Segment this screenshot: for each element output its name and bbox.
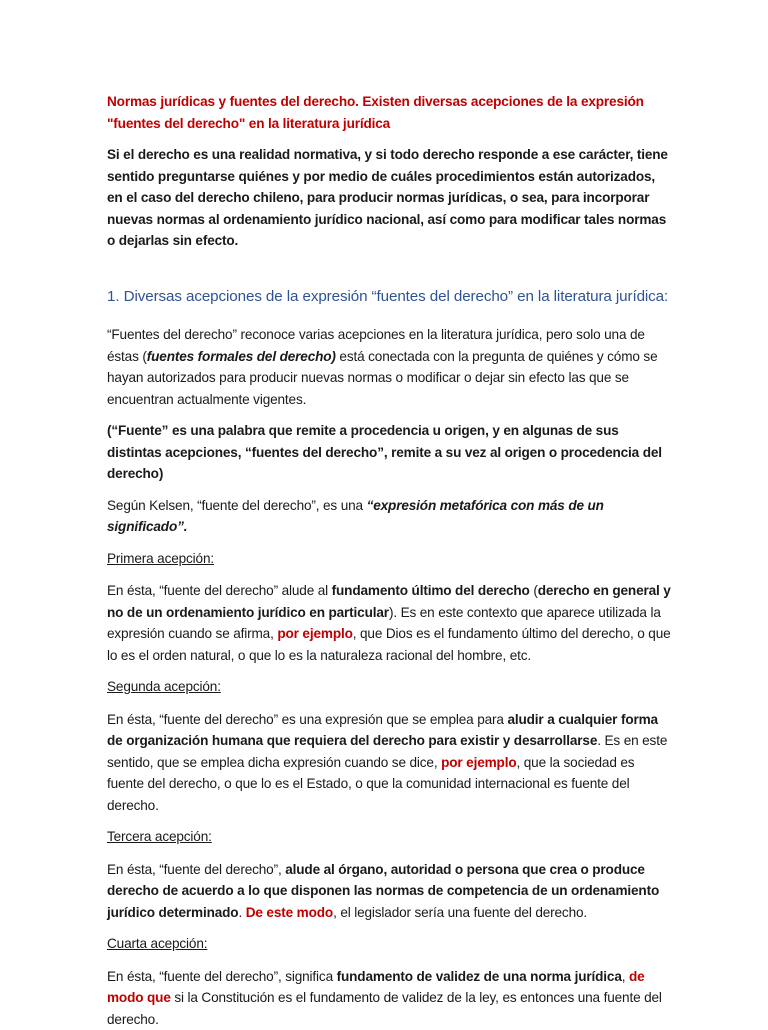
paragraph-fuentes: [107, 324, 672, 410]
emphasis-run: fundamento último del derecho: [332, 583, 530, 598]
kelsen-quote: “expresión metafórica con más de un significado”.: [107, 498, 604, 535]
text-run: Según Kelsen, “fuente del derecho”, es una: [107, 498, 367, 513]
text-run: ). Es en este contexto que aparece utilizada la expresión cuando se afirma,: [107, 605, 661, 642]
text-run: , el legislador sería una fuente del derecho.: [333, 905, 587, 920]
tercera-acepcion-text: [107, 859, 672, 924]
example-marker: por ejemplo: [277, 626, 352, 641]
example-marker: de modo que: [107, 969, 645, 1006]
emphasis-run: fundamento de validez de una norma jurídica: [337, 969, 622, 984]
segunda-acepcion-heading: Segunda acepción:: [107, 676, 672, 698]
text-run: si la Constitución es el fundamento de validez de la ley, es entonces una fuente del derecho.: [107, 990, 662, 1027]
tercera-acepcion-heading: Tercera acepción:: [107, 826, 672, 848]
text-run: En ésta, “fuente del derecho” alude al: [107, 583, 332, 598]
text-run: ,: [622, 969, 629, 984]
segunda-acepcion-text: [107, 709, 672, 817]
paragraph-fuente-definicion: (“Fuente” es una palabra que remite a procedencia u origen, y en algunas de sus distintas acepciones, “fuentes del derecho”, remite a su vez al origen o procedencia del derecho): [107, 420, 672, 485]
text-run: En ésta, “fuente del derecho” es una expresión que se emplea para: [107, 712, 507, 727]
paragraph-kelsen: [107, 495, 672, 538]
primera-acepcion-heading: Primera acepción:: [107, 548, 672, 570]
emphasis-run: aludir a cualquier forma de organización humana que requiera del derecho para existir y desarrollarse: [107, 712, 658, 749]
text-run: .: [238, 905, 245, 920]
cuarta-acepcion-text: [107, 966, 672, 1030]
text-run: (: [530, 583, 538, 598]
emphasis-fuentes-formales: fuentes formales del derecho): [147, 349, 336, 364]
document-title: Normas jurídicas y fuentes del derecho. Existen diversas acepciones de la expresión "fuentes del derecho" en la literatura jurídica: [107, 91, 672, 134]
section-heading: 1. Diversas acepciones de la expresión “fuentes del derecho” en la literatura jurídica:: [107, 286, 672, 308]
text-run: , que Dios es el fundamento último del derecho, o que lo es el orden natural, o que lo es la naturaleza racional del hombre, etc.: [107, 626, 671, 663]
text-run: En ésta, “fuente del derecho”, significa: [107, 969, 337, 984]
cuarta-acepcion-heading: Cuarta acepción:: [107, 933, 672, 955]
text-run: . Es en este sentido, que se emplea dicha expresión cuando se dice,: [107, 733, 667, 770]
text-run: “Fuentes del derecho” reconoce varias acepciones en la literatura jurídica, pero solo una de éstas (: [107, 327, 645, 364]
text-run: está conectada con la pregunta de quiénes y cómo se hayan autorizados para producir nuevas normas o modificar o dejar sin efecto las que se encuentran actualmente vigentes.: [107, 349, 658, 407]
emphasis-run: derecho en general y no de un ordenamiento jurídico en particular: [107, 583, 671, 620]
example-marker: por ejemplo: [441, 755, 516, 770]
intro-paragraph: Si el derecho es una realidad normativa, y si todo derecho responde a ese carácter, tiene sentido preguntarse quiénes y por medio de cuáles procedimientos están autorizados, en el caso del derecho chileno, para producir normas jurídicas, o sea, para incorporar nuevas normas al ordenamiento jurídico nacional, así como para modificar tales normas o dejarlas sin efecto.: [107, 144, 672, 252]
text-run: En ésta, “fuente del derecho”,: [107, 862, 285, 877]
example-marker: De este modo: [246, 905, 333, 920]
emphasis-run: alude al órgano, autoridad o persona que crea o produce derecho de acuerdo a lo que disponen las normas de competencia de un ordenamiento jurídico determinado: [107, 862, 659, 920]
text-run: , que la sociedad es fuente del derecho, o que lo es el Estado, o que la comunidad internacional es fuente del derecho.: [107, 755, 634, 813]
primera-acepcion-text: [107, 580, 672, 666]
